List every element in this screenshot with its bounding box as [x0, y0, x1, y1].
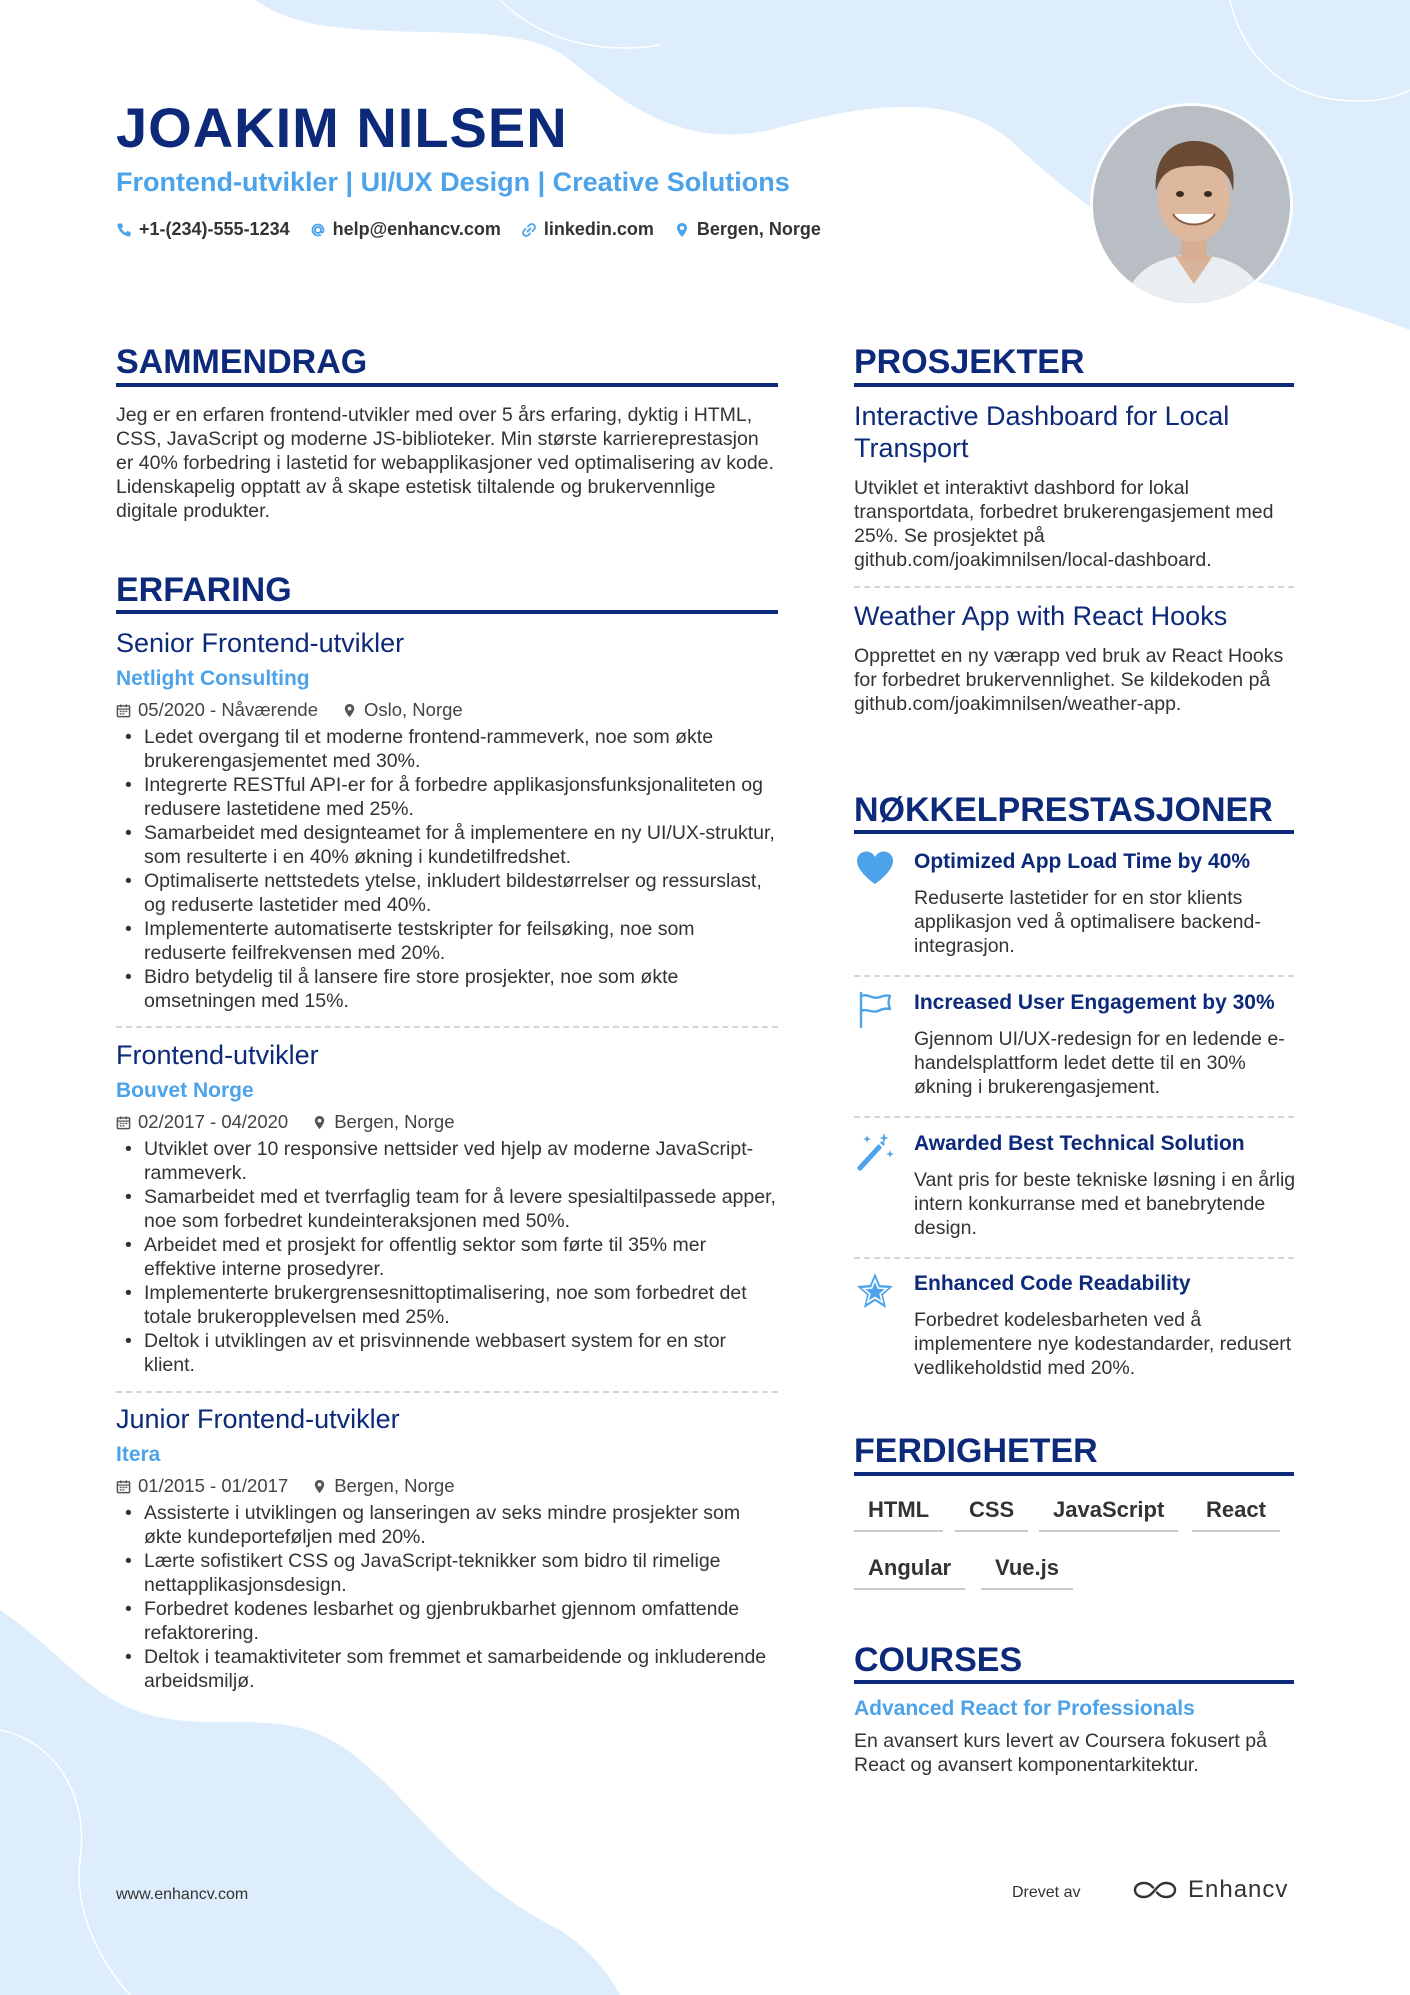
courses-rule [854, 1680, 1294, 1684]
enhancv-logo[interactable] [1132, 1876, 1288, 1904]
contact-bar [116, 219, 821, 240]
job-bullet: • Optimaliserte nettstedets ytelse, inkludert bildestørrelser og ressurslast, og reduserte lastetider med 40%. [116, 869, 778, 917]
project-divider [854, 586, 1294, 588]
job-bullet: • Bidro betydelig til å lansere fire store prosjekter, noe som økte omsetningen med 15%. [116, 965, 778, 1013]
job-bullet: • Deltok i utviklingen av et prisvinnende webbasert system for en stor klient. [116, 1329, 778, 1377]
projects-heading: PROSJEKTER [854, 343, 1085, 381]
job-bullet: • Integrerte RESTful API-er for å forbedre applikasjonsfunksjonaliteten og redusere lastetidene med 25%. [116, 773, 778, 821]
project-description: Opprettet en ny værapp ved bruk av React Hooks for forbedret brukervennlighet. Se kildekoden på github.com/joakimnilsen/weather-app. [854, 645, 1284, 715]
course-description: En avansert kurs levert av Coursera fokusert på React og avansert komponentarkitektur. [854, 1730, 1267, 1776]
job-bullets [116, 725, 778, 1013]
achievement-title: Awarded Best Technical Solution [914, 1132, 1245, 1155]
job-bullet: • Arbeidet med et prosjekt for offentlig sektor som førte til 35% mer effektive interne prosedyrer. [116, 1233, 778, 1281]
project-entry [854, 600, 1294, 716]
job-title: Frontend-utvikler [116, 1040, 319, 1070]
achievement-divider [854, 1116, 1294, 1118]
project-title: Weather App with React Hooks [854, 601, 1228, 631]
contact-phone-text: +1-(234)-555-1234 [139, 219, 290, 239]
job-location [312, 1110, 454, 1134]
at-icon [310, 222, 326, 238]
job-entry [116, 1402, 778, 1693]
job-bullet: • Assisterte i utviklingen og lanseringen av seks mindre prosjekter som økte kundeporteføljen med 20%. [116, 1501, 778, 1549]
job-entry [116, 1038, 778, 1377]
skills-heading: FERDIGHETER [854, 1432, 1098, 1470]
achievement-divider [854, 975, 1294, 977]
job-dates-text: 01/2015 - 01/2017 [138, 1475, 289, 1496]
candidate-name: JOAKIM NILSEN [116, 96, 568, 159]
heart-icon [854, 848, 896, 890]
job-bullet: • Implementerte brukergrensesnittoptimalisering, noe som forbedret det totale brukeropplevelsen med 25%. [116, 1281, 778, 1329]
contact-location-text: Bergen, Norge [696, 219, 821, 239]
achievement-description: Reduserte lastetider for en stor klients applikasjon ved å optimalisere backend-integrasjon. [914, 887, 1261, 957]
star-icon [854, 1270, 896, 1312]
job-dates [116, 1474, 288, 1498]
job-location-text: Bergen, Norge [334, 1475, 455, 1496]
job-bullet: • Utviklet over 10 responsive nettsider ved hjelp av moderne JavaScript-rammeverk. [116, 1137, 778, 1185]
project-title: Interactive Dashboard for Local Transport [854, 401, 1230, 463]
achievement-title: Enhanced Code Readability [914, 1272, 1191, 1295]
calendar-icon [116, 1115, 131, 1130]
project-description: Utviklet et interaktivt dashbord for lokal transportdata, forbedret brukerengasjement med 25%. Se prosjektet på github.com/joakimnilsen/local-dashboard. [854, 477, 1274, 571]
enhancv-logo-icon [1132, 1878, 1178, 1902]
skills-rule [854, 1472, 1294, 1476]
job-divider [116, 1391, 778, 1393]
job-bullet: • Deltok i teamaktiviteter som fremmet et samarbeidende og inkluderende arbeidsmiljø. [116, 1645, 778, 1693]
job-meta [116, 1110, 778, 1134]
job-company: Netlight Consulting [116, 667, 310, 690]
skill-tag: CSS [955, 1492, 1028, 1532]
calendar-icon [116, 1479, 131, 1494]
job-dates [116, 1110, 288, 1134]
achievement-description: Gjennom UI/UX-redesign for en ledende e-handelsplattform ledet dette til en 30% økning i brukerengasjement. [914, 1028, 1285, 1098]
job-bullets [116, 1501, 778, 1693]
skill-tag: HTML [854, 1492, 943, 1532]
contact-email[interactable] [310, 219, 501, 240]
achievement-divider [854, 1257, 1294, 1259]
flag-icon [854, 989, 896, 1031]
summary-rule [116, 383, 778, 387]
achievements-heading: NØKKELPRESTASJONER [854, 791, 1273, 829]
experience-heading: ERFARING [116, 571, 292, 609]
contact-email-text: help@enhancv.com [332, 219, 501, 239]
footer-website[interactable]: www.enhancv.com [116, 1886, 249, 1903]
job-bullet: • Implementerte automatiserte testskripter for feilsøking, noe som reduserte feilfrekvensen med 20%. [116, 917, 778, 965]
job-meta [116, 1474, 778, 1498]
achievement-description: Forbedret kodelesbarheten ved å implementere nye kodestandarder, redusert vedlikeholdstid med 20%. [914, 1309, 1292, 1379]
contact-linkedin-text: linkedin.com [543, 219, 654, 239]
job-company: Bouvet Norge [116, 1079, 254, 1102]
link-icon [521, 222, 537, 238]
contact-location [674, 219, 821, 240]
summary-heading: SAMMENDRAG [116, 343, 368, 381]
location-pin-icon [674, 222, 690, 238]
summary-text: Jeg er en erfaren frontend-utvikler med over 5 års erfaring, dyktig i HTML, CSS, JavaScript og moderne JS-biblioteker. Min største karriereprestasjon er 40% forbedring i lastetid for webapplikasjoner ved optimalisering av kode. Lidenskapelig opptatt av å skape estetisk tiltalende og brukervennlige digitale produkter. [116, 404, 774, 522]
job-dates [116, 698, 318, 722]
achievement-title: Increased User Engagement by 30% [914, 991, 1275, 1014]
job-location [342, 698, 463, 722]
skill-tag: JavaScript [1039, 1492, 1178, 1532]
job-location-text: Oslo, Norge [363, 699, 463, 720]
skill-tag: React [1192, 1492, 1280, 1532]
job-location-text: Bergen, Norge [334, 1111, 455, 1132]
job-title: Senior Frontend-utvikler [116, 628, 405, 658]
achievement-title: Optimized App Load Time by 40% [914, 850, 1251, 873]
projects-rule [854, 383, 1294, 387]
footer-powered-by: Drevet av [1012, 1884, 1081, 1901]
enhancv-logo-text: Enhancv [1188, 1876, 1289, 1903]
achievement-description: Vant pris for beste tekniske løsning i en årlig intern konkurranse med et banebrytende design. [914, 1169, 1296, 1239]
job-entry [116, 626, 778, 1013]
job-bullets [116, 1137, 778, 1377]
job-meta [116, 698, 778, 722]
job-divider [116, 1026, 778, 1028]
project-entry [854, 400, 1294, 572]
skill-tag: Vue.js [981, 1550, 1073, 1590]
location-pin-icon [312, 1479, 327, 1494]
job-bullet: • Forbedret kodenes lesbarhet og gjenbrukbarhet gjennom omfattende refaktorering. [116, 1597, 778, 1645]
job-location [312, 1474, 454, 1498]
location-pin-icon [312, 1115, 327, 1130]
achievements-rule [854, 830, 1294, 834]
magic-wand-icon [854, 1130, 896, 1172]
job-dates-text: 05/2020 - Nåværende [138, 699, 318, 720]
job-bullet: • Lærte sofistikert CSS og JavaScript-teknikker som bidro til rimelige nettapplikasjonsdesign. [116, 1549, 778, 1597]
job-bullet: • Samarbeidet med et tverrfaglig team for å levere spesialtilpassede apper, noe som forbedret kundeinteraksjonen med 50%. [116, 1185, 778, 1233]
job-bullet: • Samarbeidet med designteamet for å implementere en ny UI/UX-struktur, som resulterte i en 40% økning i kundetilfredshet. [116, 821, 778, 869]
courses-heading: COURSES [854, 1641, 1023, 1679]
candidate-subtitle: Frontend-utvikler | UI/UX Design | Creative Solutions [116, 167, 790, 197]
experience-rule [116, 610, 778, 614]
location-pin-icon [342, 703, 357, 718]
job-title: Junior Frontend-utvikler [116, 1404, 400, 1434]
job-company: Itera [116, 1443, 161, 1466]
course-title: Advanced React for Professionals [854, 1697, 1195, 1720]
job-bullet: • Ledet overgang til et moderne frontend-rammeverk, noe som økte brukerengasjementet med 30%. [116, 725, 778, 773]
calendar-icon [116, 703, 131, 718]
contact-linkedin[interactable] [521, 219, 654, 240]
job-dates-text: 02/2017 - 04/2020 [138, 1111, 289, 1132]
contact-phone[interactable] [116, 219, 290, 240]
skill-tag: Angular [854, 1550, 965, 1590]
profile-photo [1090, 103, 1293, 306]
phone-icon [116, 222, 132, 238]
